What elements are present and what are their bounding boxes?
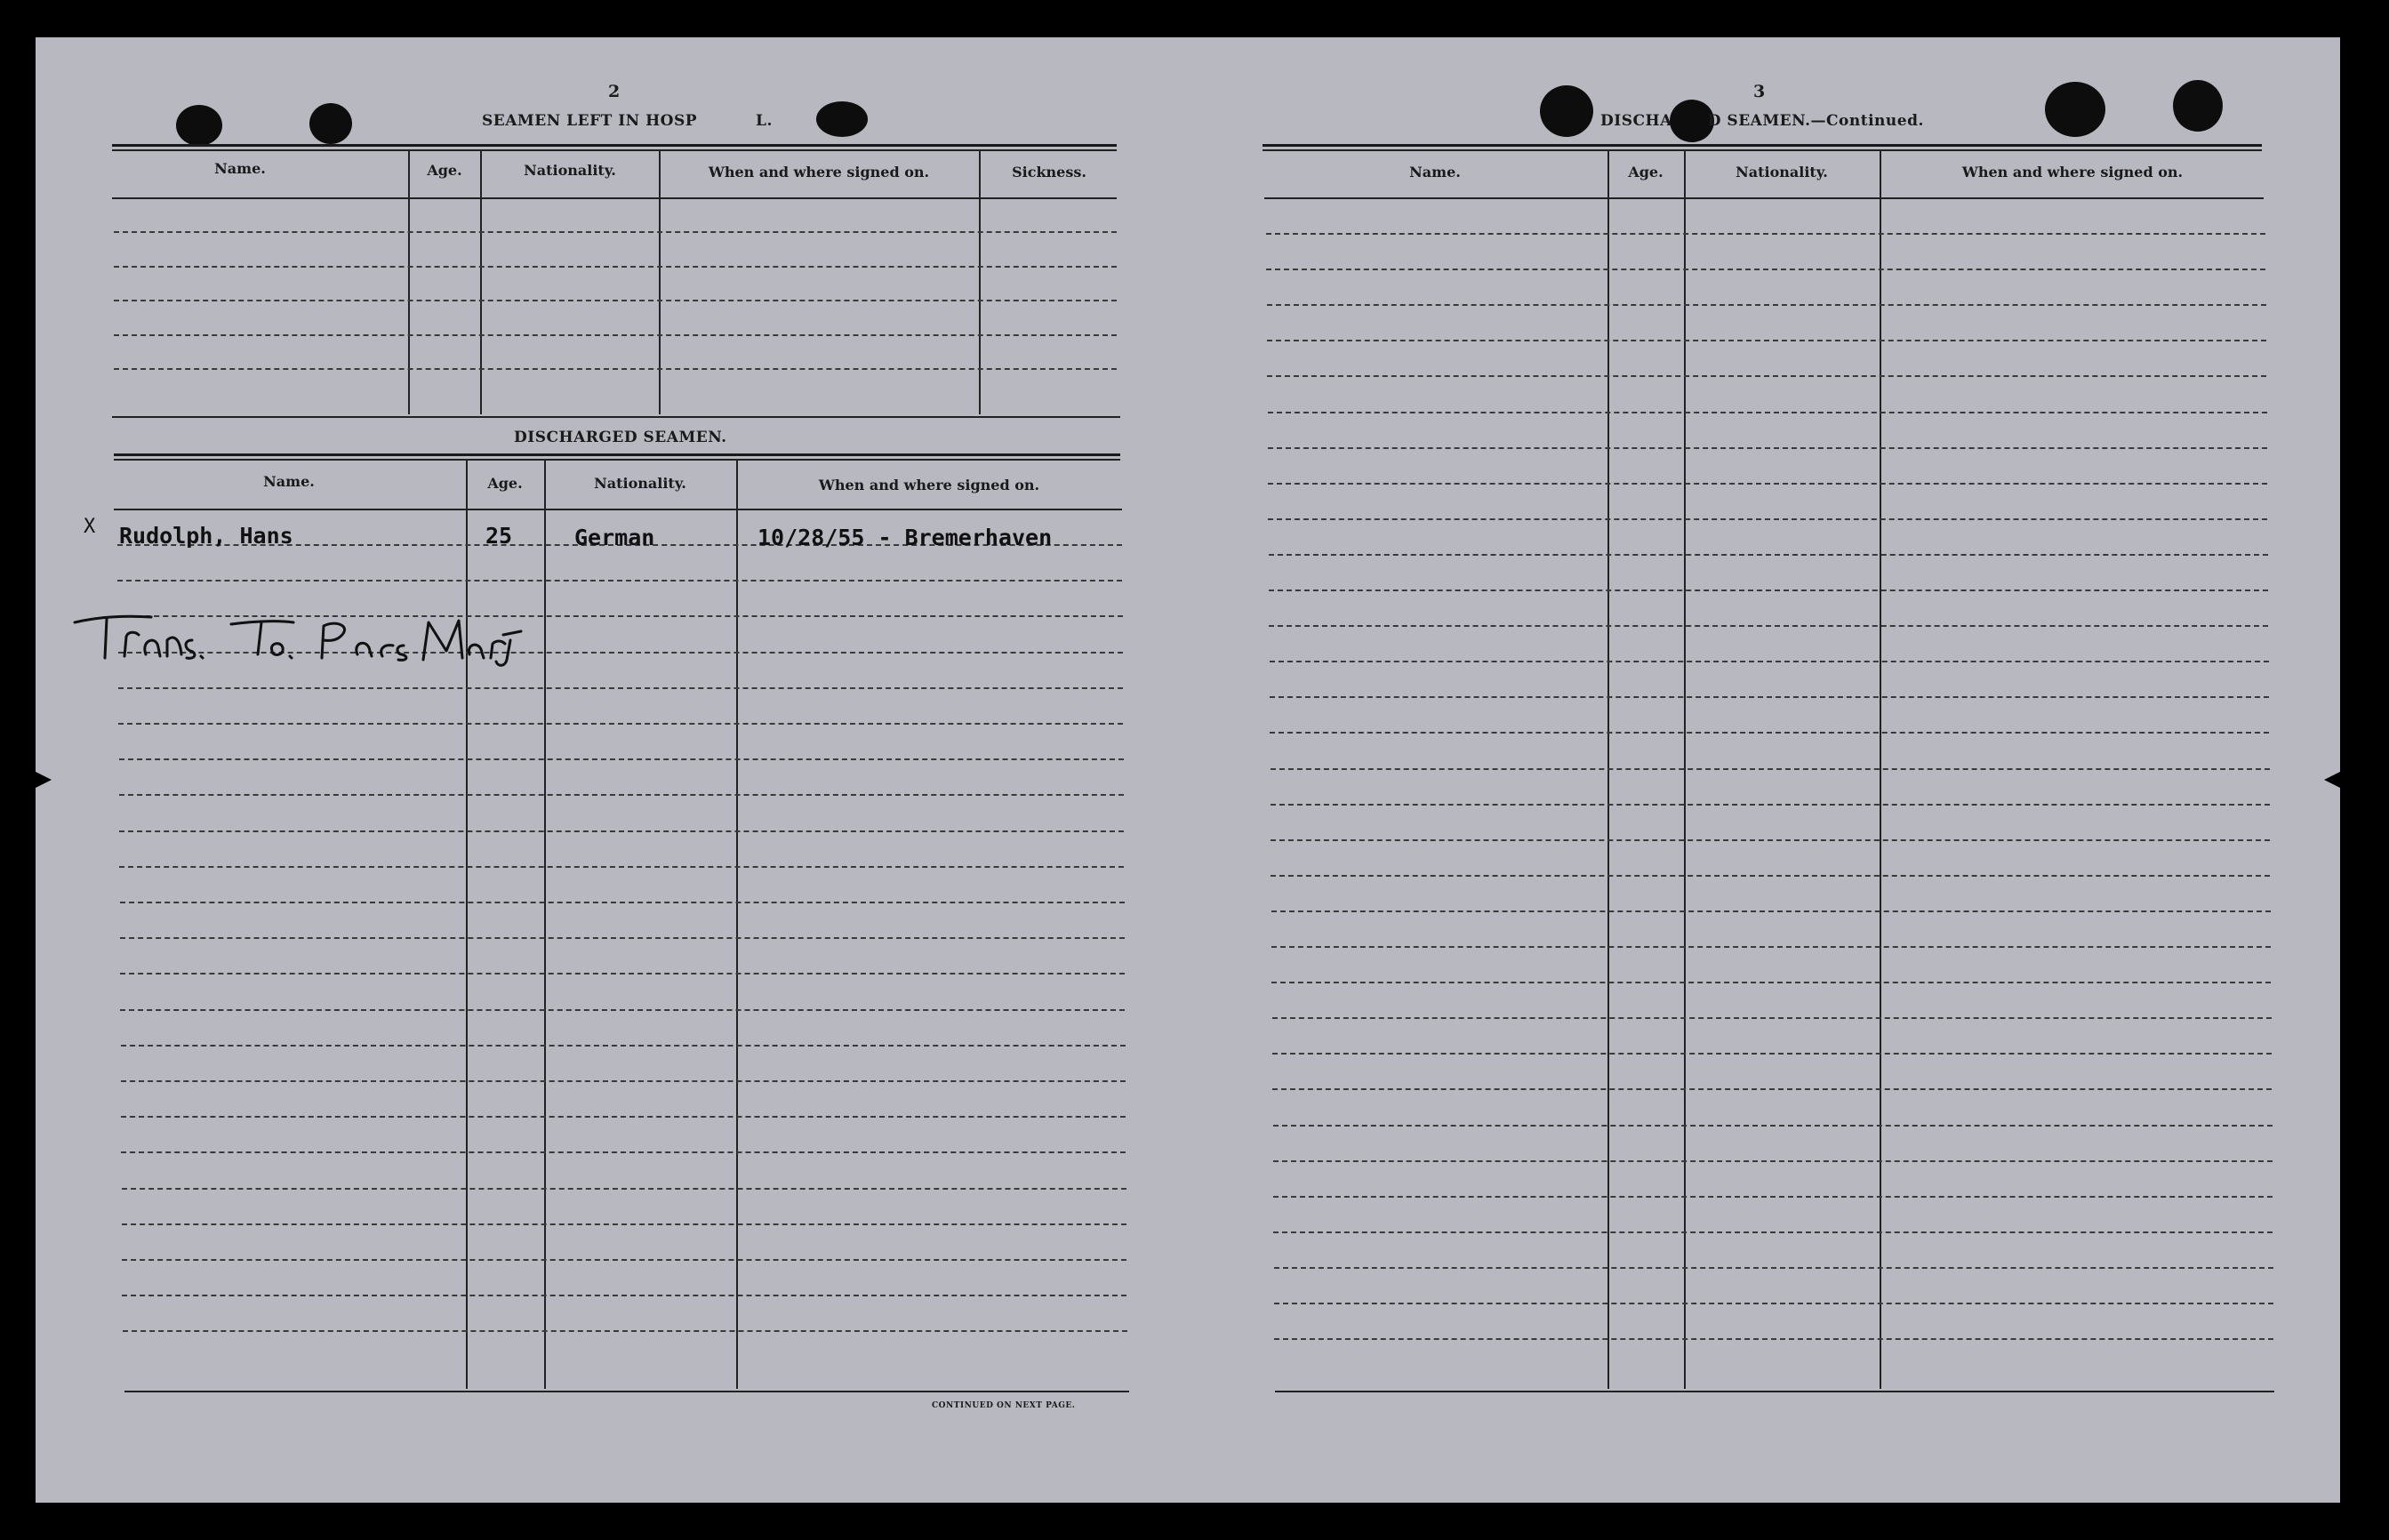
- discharged-header-rule: [114, 509, 1122, 510]
- row-rule: [1273, 1125, 2273, 1127]
- right-title-part1: DISCHA: [1600, 112, 1672, 130]
- hospital-header-rule: [112, 197, 1117, 199]
- row-rule: [1271, 875, 2270, 877]
- left-notch: [36, 772, 52, 788]
- row-rule: [1273, 1196, 2273, 1198]
- row-rule: [119, 866, 1124, 868]
- punch-hole: [1540, 85, 1593, 137]
- row-rule: [1269, 554, 2268, 556]
- hospital-col-nationality: Nationality.: [524, 162, 616, 179]
- hospital-col-name: Name.: [214, 160, 266, 177]
- punch-hole: [309, 103, 352, 144]
- row-rule: [117, 580, 1122, 582]
- row-rule: [1274, 1303, 2273, 1304]
- hospital-col-divider: [480, 149, 482, 414]
- row-rule: [1270, 696, 2269, 698]
- hospital-table-top-rule-2: [112, 149, 1117, 151]
- right-header-rule: [1264, 197, 2264, 199]
- hospital-col-divider: [979, 149, 981, 414]
- row-rule: [1271, 839, 2270, 841]
- row-rule: [1273, 1160, 2273, 1162]
- punch-hole: [176, 105, 222, 146]
- right-col-name: Name.: [1409, 164, 1461, 180]
- row-rule: [1271, 946, 2271, 948]
- row-rule: [1267, 304, 2266, 306]
- row-rule: [1271, 910, 2271, 912]
- hospital-col-sickness: Sickness.: [1012, 164, 1086, 180]
- right-table-bottom-rule: [1275, 1391, 2274, 1392]
- discharged-col-divider: [466, 461, 468, 1389]
- row-rule: [122, 1188, 1126, 1190]
- right-col-age: Age.: [1628, 164, 1663, 180]
- discharged-table-top-rule-2: [114, 459, 1120, 461]
- row-rule: [1268, 412, 2267, 413]
- row-rule: [1270, 732, 2269, 734]
- right-notch: [2324, 772, 2340, 788]
- row-rule: [1273, 1231, 2273, 1233]
- row-rule: [1266, 269, 2265, 270]
- discharged-col-signed-on: When and where signed on.: [818, 477, 1040, 493]
- row-rule: [119, 758, 1124, 760]
- row-rule: [120, 1009, 1125, 1011]
- entry-mark: X: [84, 516, 96, 538]
- discharged-table-bottom-rule: [124, 1391, 1129, 1392]
- right-col-signed-on: When and where signed on.: [1961, 164, 2184, 180]
- row-rule: [1274, 1267, 2273, 1269]
- row-rule: [1268, 483, 2267, 485]
- row-rule: [119, 830, 1124, 832]
- right-col-nationality: Nationality.: [1736, 164, 1828, 180]
- entry-nationality: German: [574, 525, 655, 550]
- hospital-col-age: Age.: [427, 162, 462, 179]
- hospital-section-title: [482, 112, 773, 130]
- row-rule: [120, 937, 1125, 939]
- row-rule: [1268, 447, 2267, 449]
- hospital-title-text: SEAMEN LEFT IN HOSP: [482, 112, 698, 130]
- hospital-table-top-rule: [112, 144, 1117, 147]
- row-rule: [1270, 661, 2269, 662]
- handwritten-note: [71, 605, 525, 676]
- entry-age: 25: [485, 523, 513, 549]
- punch-hole: [2173, 80, 2223, 132]
- row-rule: [122, 1259, 1126, 1261]
- row-rule: [1272, 1088, 2272, 1090]
- row-rule: [1271, 768, 2270, 770]
- punch-hole: [816, 101, 868, 137]
- row-rule: [118, 687, 1123, 689]
- discharged-col-divider: [544, 461, 546, 1389]
- right-section-title: [1600, 112, 1924, 130]
- discharged-section-title: DISCHARGED SEAMEN.: [514, 429, 727, 446]
- row-rule: [120, 973, 1125, 975]
- row-rule: [1272, 1017, 2272, 1019]
- row-rule: [114, 266, 1117, 268]
- row-rule: [114, 334, 1117, 336]
- discharged-col-name: Name.: [263, 473, 315, 490]
- row-rule: [1267, 340, 2266, 341]
- row-rule: [1267, 375, 2266, 377]
- entry-name: Rudolph, Hans: [119, 523, 293, 549]
- right-table-top-rule-2: [1263, 149, 2262, 151]
- row-rule: [1269, 625, 2268, 627]
- discharged-col-divider: [736, 461, 738, 1389]
- row-rule: [121, 1116, 1126, 1118]
- entry-signed-on: 10/28/55 - Bremerhaven: [758, 525, 1053, 550]
- row-rule: [1271, 982, 2271, 983]
- document-sheet: [36, 37, 2340, 1503]
- row-rule: [119, 794, 1124, 796]
- right-title-part2: D SEAMEN.—Continued.: [1707, 112, 1924, 130]
- right-table-top-rule: [1263, 144, 2262, 147]
- hospital-col-divider: [408, 149, 410, 414]
- row-rule: [118, 723, 1123, 725]
- row-rule: [121, 1080, 1126, 1082]
- row-rule: [114, 300, 1117, 301]
- page-number-left: 2: [608, 82, 621, 101]
- discharged-col-age: Age.: [487, 475, 523, 492]
- discharged-col-nationality: Nationality.: [594, 475, 686, 492]
- hospital-col-divider: [659, 149, 661, 414]
- page-number-right: 3: [1753, 82, 1766, 101]
- row-rule: [1269, 590, 2268, 591]
- continued-footer: CONTINUED ON NEXT PAGE.: [932, 1401, 1076, 1410]
- discharged-table-top-rule: [114, 453, 1120, 456]
- row-rule: [123, 1330, 1127, 1332]
- row-rule: [1271, 804, 2270, 806]
- row-rule: [114, 368, 1117, 370]
- row-rule: [1266, 233, 2265, 235]
- row-rule: [120, 902, 1125, 903]
- row-rule: [1268, 518, 2267, 520]
- row-rule: [122, 1223, 1126, 1225]
- hospital-table-bottom-rule: [112, 416, 1120, 418]
- row-rule: [121, 1045, 1126, 1047]
- row-rule: [1274, 1338, 2273, 1340]
- punch-hole: [2045, 82, 2105, 137]
- row-rule: [121, 1151, 1126, 1153]
- hospital-title-rest: L.: [756, 112, 773, 130]
- row-rule: [1272, 1053, 2272, 1055]
- row-rule: [122, 1295, 1126, 1296]
- row-rule: [114, 231, 1117, 233]
- hospital-col-signed-on: When and where signed on.: [708, 164, 930, 180]
